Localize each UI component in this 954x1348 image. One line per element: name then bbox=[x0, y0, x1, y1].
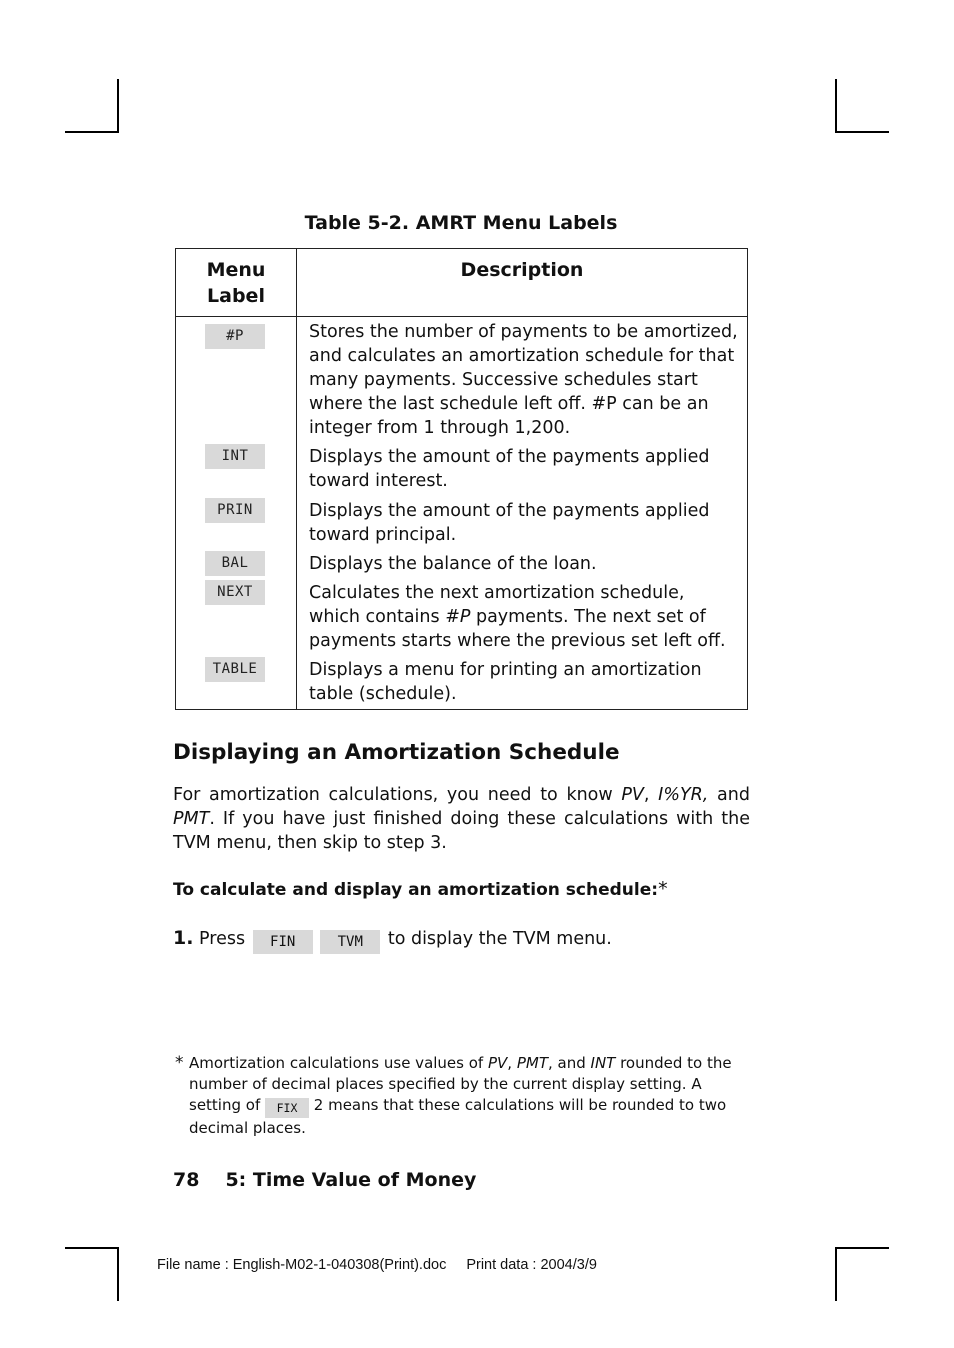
key-tvm: TVM bbox=[320, 930, 380, 954]
section-heading: Displaying an Amortization Schedule bbox=[173, 740, 620, 765]
menu-key-next: NEXT bbox=[205, 580, 265, 605]
menu-key-int: INT bbox=[205, 444, 265, 469]
table-header-row bbox=[176, 249, 748, 317]
description-next-np: #P bbox=[445, 607, 471, 627]
description-next bbox=[309, 581, 739, 653]
footnote bbox=[175, 1053, 755, 1139]
para-text-4: . If you have just finished doing these calculations with the TVM menu, then skip to step 3. bbox=[173, 809, 750, 853]
para-pmt: PMT bbox=[173, 809, 210, 829]
step-1 bbox=[173, 925, 612, 954]
procedure-heading-text: To calculate and display an amortization schedule: bbox=[173, 880, 659, 900]
menu-label-column bbox=[176, 317, 297, 710]
column-header-menu-label: Menu Label bbox=[176, 249, 297, 317]
para-pv: PV bbox=[621, 785, 644, 805]
footnote-text-5: 2 means that these calculations will be rounded to two decimal places. bbox=[189, 1096, 727, 1137]
procedure-heading bbox=[173, 878, 668, 900]
description-next-end: payments. The next set of payments starts where the previous set left off. bbox=[309, 607, 726, 651]
crop-mark-bottom-left-vertical bbox=[117, 1247, 119, 1301]
description-column bbox=[297, 317, 748, 710]
menu-key-bal: BAL bbox=[205, 551, 265, 576]
footnote-reference: * bbox=[658, 878, 668, 900]
key-fix: FIX bbox=[265, 1098, 309, 1118]
footnote-text-1: Amortization calculations use values of bbox=[189, 1054, 488, 1072]
crop-mark-top-left-horizontal bbox=[65, 131, 119, 133]
description-int: Displays the amount of the payments applied toward interest. bbox=[309, 447, 710, 491]
footnote-body bbox=[189, 1053, 755, 1139]
chapter-title: 5: Time Value of Money bbox=[225, 1169, 477, 1191]
amrt-menu-table bbox=[175, 248, 748, 710]
menu-key-np: #P bbox=[205, 324, 265, 349]
table-caption: Table 5-2. AMRT Menu Labels bbox=[304, 212, 618, 234]
crop-mark-bottom-right-vertical bbox=[835, 1247, 837, 1301]
footnote-text-3: , and bbox=[547, 1054, 591, 1072]
crop-mark-bottom-right-horizontal bbox=[835, 1247, 889, 1249]
description-next-start: Calculates the next amortization schedule, which contains bbox=[309, 583, 685, 627]
crop-mark-bottom-left-horizontal bbox=[65, 1247, 119, 1249]
crop-mark-top-left-vertical bbox=[117, 79, 119, 133]
menu-key-table: TABLE bbox=[205, 657, 265, 682]
print-info bbox=[157, 1257, 597, 1273]
description-np: Stores the number of payments to be amortized, and calculates an amortization schedule for that many payments. Successive schedules start where the last schedule left off. #P can be an integer from 1 through 1,200. bbox=[309, 322, 738, 438]
menu-key-prin: PRIN bbox=[205, 498, 265, 523]
footnote-pmt: PMT bbox=[516, 1054, 548, 1072]
page-footer bbox=[173, 1169, 476, 1191]
step-press-text: Press bbox=[199, 929, 246, 949]
description-bal: Displays the balance of the loan. bbox=[309, 554, 597, 574]
footnote-pv: PV bbox=[487, 1054, 508, 1072]
intro-paragraph bbox=[173, 783, 750, 855]
table-body-row bbox=[176, 317, 748, 710]
print-date: Print data : 2004/3/9 bbox=[466, 1257, 597, 1273]
key-fin: FIN bbox=[253, 930, 313, 954]
para-text-2: , bbox=[643, 785, 659, 805]
file-name: File name : English-M02-1-040308(Print).doc bbox=[157, 1257, 447, 1273]
page-number: 78 bbox=[173, 1169, 200, 1191]
column-header-description: Description bbox=[297, 249, 748, 317]
description-prin: Displays the amount of the payments applied toward principal. bbox=[309, 501, 710, 545]
footnote-text-4: rounded to the number of decimal places specified by the current display setting. A setting of bbox=[189, 1054, 732, 1114]
step-number: 1. bbox=[173, 927, 194, 949]
para-iyr: I%YR, bbox=[658, 785, 709, 805]
crop-mark-top-right-horizontal bbox=[835, 131, 889, 133]
footnote-text-2: , bbox=[507, 1054, 517, 1072]
step-rest-text: to display the TVM menu. bbox=[387, 929, 612, 949]
description-table: Displays a menu for printing an amortization table (schedule). bbox=[309, 660, 702, 704]
para-text-3: and bbox=[708, 785, 750, 805]
footnote-int: INT bbox=[590, 1054, 616, 1072]
crop-mark-top-right-vertical bbox=[835, 79, 837, 133]
footnote-mark: * bbox=[175, 1053, 184, 1073]
para-text-1: For amortization calculations, you need to know bbox=[173, 785, 622, 805]
